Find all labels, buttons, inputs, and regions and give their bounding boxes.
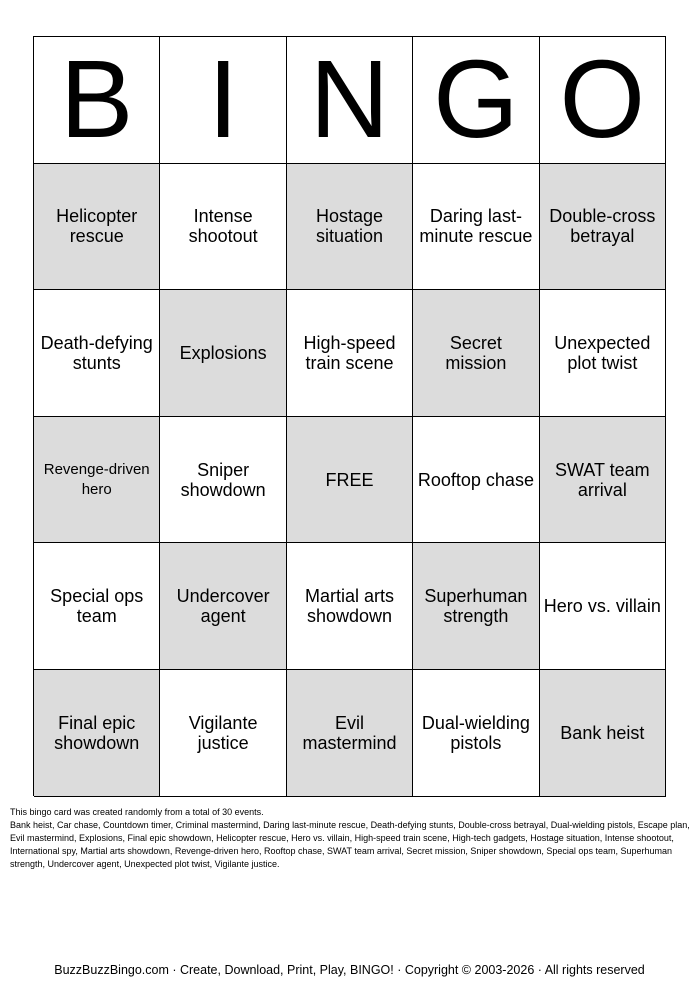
- footer-note: [10, 806, 690, 871]
- bingo-cell[interactable]: Undercover agent: [160, 543, 286, 670]
- header-letter-b: B: [34, 37, 160, 164]
- free-space-cell[interactable]: FREE: [287, 417, 413, 544]
- footer-events-list: Bank heist, Car chase, Countdown timer, Criminal mastermind, Daring last-minute rescue, Death-defying stunts, Double-cross betrayal, Dual-wielding pistols, Escape plan, Evil mastermind, Explosions, Final epic showdown, Helicopter rescue, Hero vs. villain, High-speed train scene, High-tech gadgets, Hostage situation, Intense shootout, International spy, Martial arts showdown, Revenge-driven hero, Rooftop chase, SWAT team arrival, Secret mission, Sniper showdown, Special ops team, Superhuman strength, Undercover agent, Unexpected plot twist, Vigilante justice.: [10, 820, 690, 869]
- bingo-cell[interactable]: SWAT team arrival: [540, 417, 666, 544]
- bingo-cell[interactable]: Daring last-minute rescue: [413, 164, 539, 291]
- footer-intro: This bingo card was created randomly from a total of 30 events.: [10, 807, 264, 817]
- bingo-cell[interactable]: Hero vs. villain: [540, 543, 666, 670]
- bingo-cell[interactable]: Vigilante justice: [160, 670, 286, 797]
- bingo-cell[interactable]: Revenge-driven hero: [34, 417, 160, 544]
- bingo-cell[interactable]: Double-cross betrayal: [540, 164, 666, 291]
- bingo-card: [33, 36, 666, 796]
- bingo-cell[interactable]: Bank heist: [540, 670, 666, 797]
- bingo-cell[interactable]: Superhuman strength: [413, 543, 539, 670]
- bingo-row: [34, 164, 666, 291]
- bingo-cell[interactable]: Intense shootout: [160, 164, 286, 291]
- bingo-row: [34, 290, 666, 417]
- bingo-cell[interactable]: Unexpected plot twist: [540, 290, 666, 417]
- bingo-cell[interactable]: Dual-wielding pistols: [413, 670, 539, 797]
- header-letter-i: I: [160, 37, 286, 164]
- bingo-cell[interactable]: Helicopter rescue: [34, 164, 160, 291]
- bingo-cell[interactable]: Hostage situation: [287, 164, 413, 291]
- bingo-cell[interactable]: Martial arts showdown: [287, 543, 413, 670]
- bingo-cell[interactable]: High-speed train scene: [287, 290, 413, 417]
- header-letter-o: O: [540, 37, 666, 164]
- header-letter-g: G: [413, 37, 539, 164]
- bingo-header-row: [34, 37, 666, 164]
- bingo-row: [34, 417, 666, 544]
- bingo-cell[interactable]: Evil mastermind: [287, 670, 413, 797]
- copyright-line: BuzzBuzzBingo.com · Create, Download, Print, Play, BINGO! · Copyright © 2003-2026 · All rights reserved: [54, 963, 645, 977]
- bingo-cell[interactable]: Special ops team: [34, 543, 160, 670]
- bingo-grid: [34, 164, 666, 797]
- bingo-cell[interactable]: Explosions: [160, 290, 286, 417]
- bingo-row: [34, 670, 666, 797]
- bingo-cell[interactable]: Rooftop chase: [413, 417, 539, 544]
- bingo-cell[interactable]: Secret mission: [413, 290, 539, 417]
- bingo-cell[interactable]: Final epic showdown: [34, 670, 160, 797]
- bingo-cell[interactable]: Death-defying stunts: [34, 290, 160, 417]
- bingo-row: [34, 543, 666, 670]
- bingo-cell[interactable]: Sniper showdown: [160, 417, 286, 544]
- header-letter-n: N: [287, 37, 413, 164]
